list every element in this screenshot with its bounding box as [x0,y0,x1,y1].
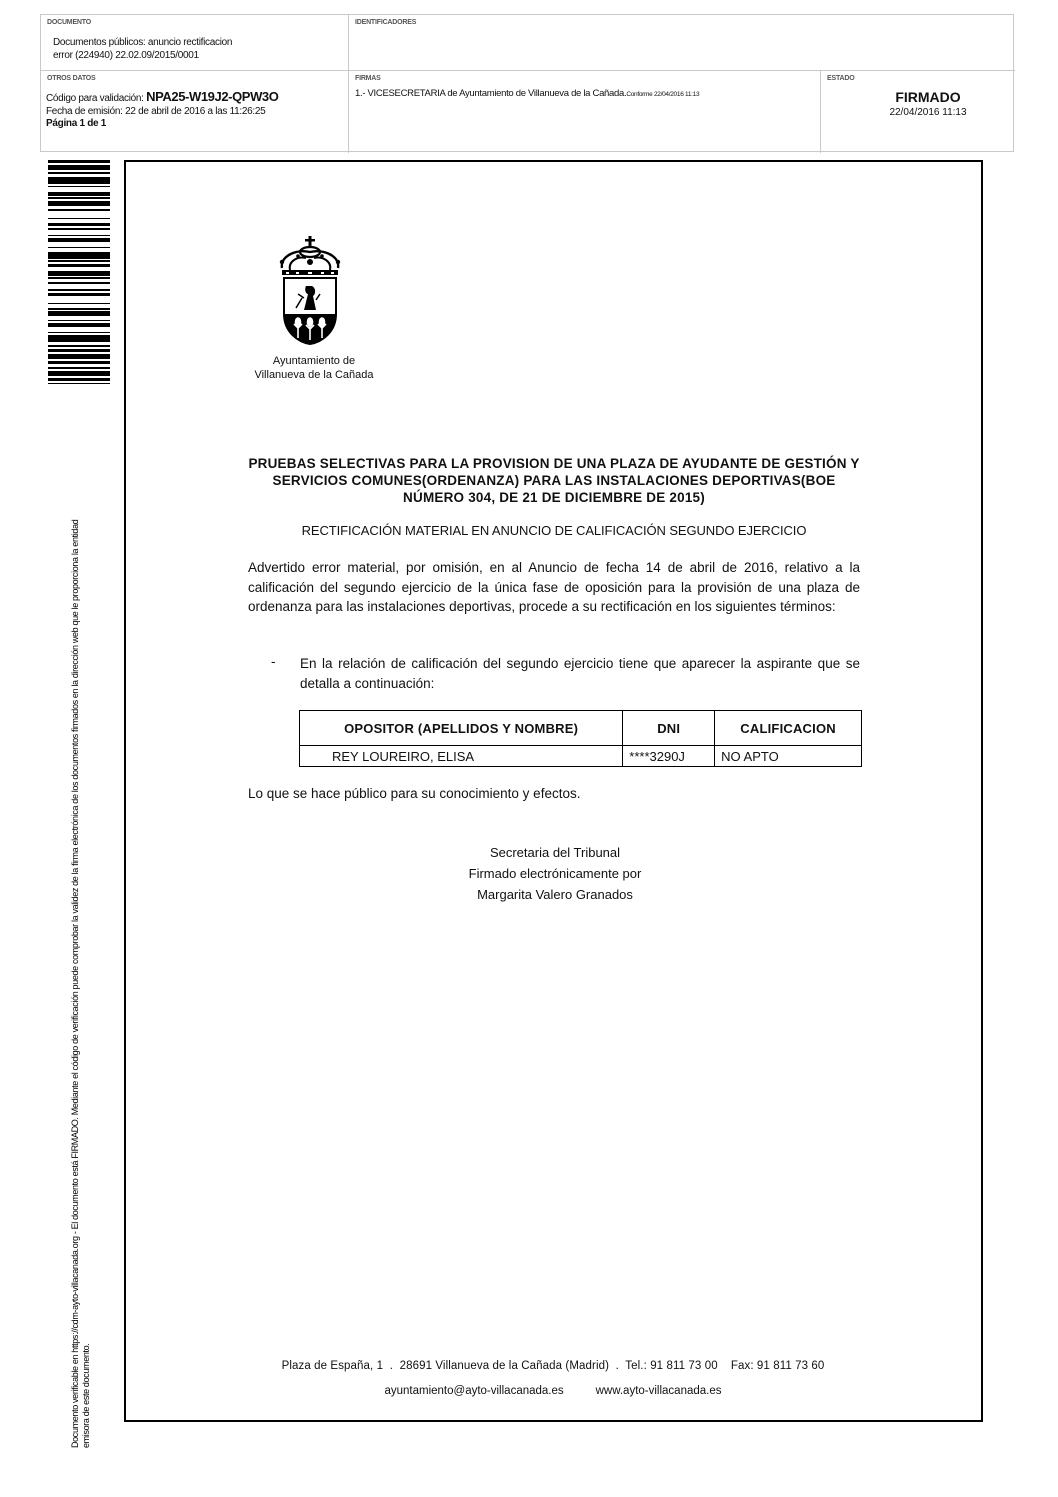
barcode-bar [48,332,110,334]
page-count: Página 1 de 1 [46,118,107,129]
bullet-marker: - [271,654,276,669]
barcode-bar [48,277,110,279]
barcode-bar [48,371,110,376]
column-header-dni: DNI [623,711,715,746]
barcode-bar [48,235,110,237]
barcode-bar [48,303,110,305]
signature-block [440,842,670,905]
barcode-bar [48,311,110,316]
signer-text: 1.- VICESECRETARIA de Ayuntamiento de Villanueva de la Cañada. [355,88,627,99]
barcode-bar [48,349,110,352]
documento-label: DOCUMENTO [47,19,91,26]
barcode-bar [48,367,110,369]
cell-dni: ****3290J [623,746,715,767]
barcode-bar [48,320,110,322]
barcode-bar [48,361,110,364]
barcode-bar [48,223,110,226]
cell-calificacion: NO APTO [715,746,862,767]
otros-datos-content [46,91,278,131]
validation-code: NPA25-W19J2-QPW3O [146,89,279,104]
estado-cell [821,71,1015,153]
barcode-bar [48,282,110,284]
documento-description [53,36,232,62]
firmas-cell [349,71,821,153]
validation-code-line [46,91,278,106]
signatures-line [355,88,699,99]
signature-name: Margarita Valero Granados [477,887,633,902]
barcode-bar [48,160,110,163]
identificadores-cell [349,15,1015,71]
barcode-bar [48,186,110,188]
status-date: 22/04/2016 11:13 [889,107,967,118]
table-header-row [300,711,862,746]
footer-contacts: ayuntamiento@ayto-villacanada.es www.ayto-villacanada.es [384,1385,722,1397]
column-header-opositor: OPOSITOR (APELLIDOS Y NOMBRE) [300,711,623,746]
candidate-table [299,710,862,767]
barcode-bar [48,177,110,184]
signer-conformity: Conforme 22/04/2016 11:13 [626,91,700,98]
otros-datos-label: OTROS DATOS [47,75,96,82]
table-row [300,746,862,767]
verification-side-text [70,436,92,1448]
barcode-bar [48,354,110,359]
barcode-image [48,160,110,412]
barcode-bar [48,165,110,170]
signature-method: Firmado electrónicamente por [468,866,642,881]
barcode-bar [48,172,110,174]
validation-code-prefix: Código para validación: [46,93,147,104]
documento-cell [41,15,349,71]
barcode-bar [48,293,110,296]
barcode-bar [48,218,110,220]
documento-line-1: Documentos públicos: anuncio rectificacion [53,37,233,48]
barcode-bar [48,345,110,347]
document-subtitle: RECTIFICACIÓN MATERIAL EN ANUNCIO DE CALIFICACIÓN SEGUNDO EJERCICIO [301,523,807,538]
body-paragraph: Advertido error material, por omisión, en al Anuncio de fecha 14 de abril de 2016, relativo a la calificación del segundo ejercicio de la única fase de oposición para la provisión de una plaza de ordenanza para las instalaciones deportivas, procede a su rectificación en los siguientes términos: [248,560,860,614]
otros-datos-cell [41,71,349,153]
barcode-bar [48,264,110,267]
barcode-bar [48,383,110,385]
documento-line-2: error (224940) 22.02.09/2015/0001 [53,50,199,61]
coat-of-arms-logo [276,236,344,346]
firmas-label: FIRMAS [355,75,381,82]
footer-address: Plaza de España, 1 . 28691 Villanueva de la Cañada (Madrid) . Tel.: 91 811 73 00 Fax: 91 811 73 60 [281,1360,825,1372]
barcode-bar [48,289,110,291]
bullet-item: En la relación de calificación del segundo ejercicio tiene que aparecer la aspirante que se detalla a continuación: [300,656,860,691]
status-value: FIRMADO [895,89,961,105]
cell-opositor: REY LOUREIRO, ELISA [300,746,623,767]
barcode-bar [48,335,110,342]
barcode-bar [48,323,110,326]
barcode-bar [48,197,110,199]
closing-statement: Lo que se hace público para su conocimiento y efectos. [248,786,581,801]
issue-date: Fecha de emisión: 22 de abril de 2016 a las 11:26:25 [46,105,266,117]
side-text-line-2: emisora de este documento. [81,1343,91,1448]
column-header-calificacion: CALIFICACION [715,711,862,746]
identificadores-label: IDENTIFICADORES [355,19,417,26]
barcode-bar [48,192,110,195]
signature-role: Secretaria del Tribunal [489,845,621,860]
barcode-bar [48,228,110,230]
side-text-line-1: Documento verificable en https://cdm-ayto-villacanada.org - El documento está FIRMADO. Mediante el código de verificación puede comprobar la validez de la firma electrónica de los documentos firmados en la dirección web que le proporciona la entidad [70,519,80,1448]
document-metadata-header [40,14,1014,152]
organization-name-line-1: Ayuntamiento de [272,355,356,367]
barcode-bar [48,260,110,262]
organization-name-line-2: Villanueva de la Cañada [254,369,374,381]
organization-name [248,354,380,382]
barcode-bar [48,209,110,211]
barcode-bar [48,378,110,381]
barcode-bar [48,271,110,276]
barcode-bar [48,201,110,206]
barcode-bar [48,252,110,259]
estado-label: ESTADO [827,75,855,82]
barcode-bar [48,308,110,310]
barcode-bar [48,247,110,249]
barcode-bar [48,238,110,241]
document-title: PRUEBAS SELECTIVAS PARA LA PROVISION DE UNA PLAZA DE AYUDANTE DE GESTIÓN Y SERVICIOS COMUNES(ORDENANZA) PARA LAS INSTALACIONES DEPORTIVAS(BOE NÚMERO 304, DE 21 DE DICIEMBRE DE 2015) [248,456,860,505]
